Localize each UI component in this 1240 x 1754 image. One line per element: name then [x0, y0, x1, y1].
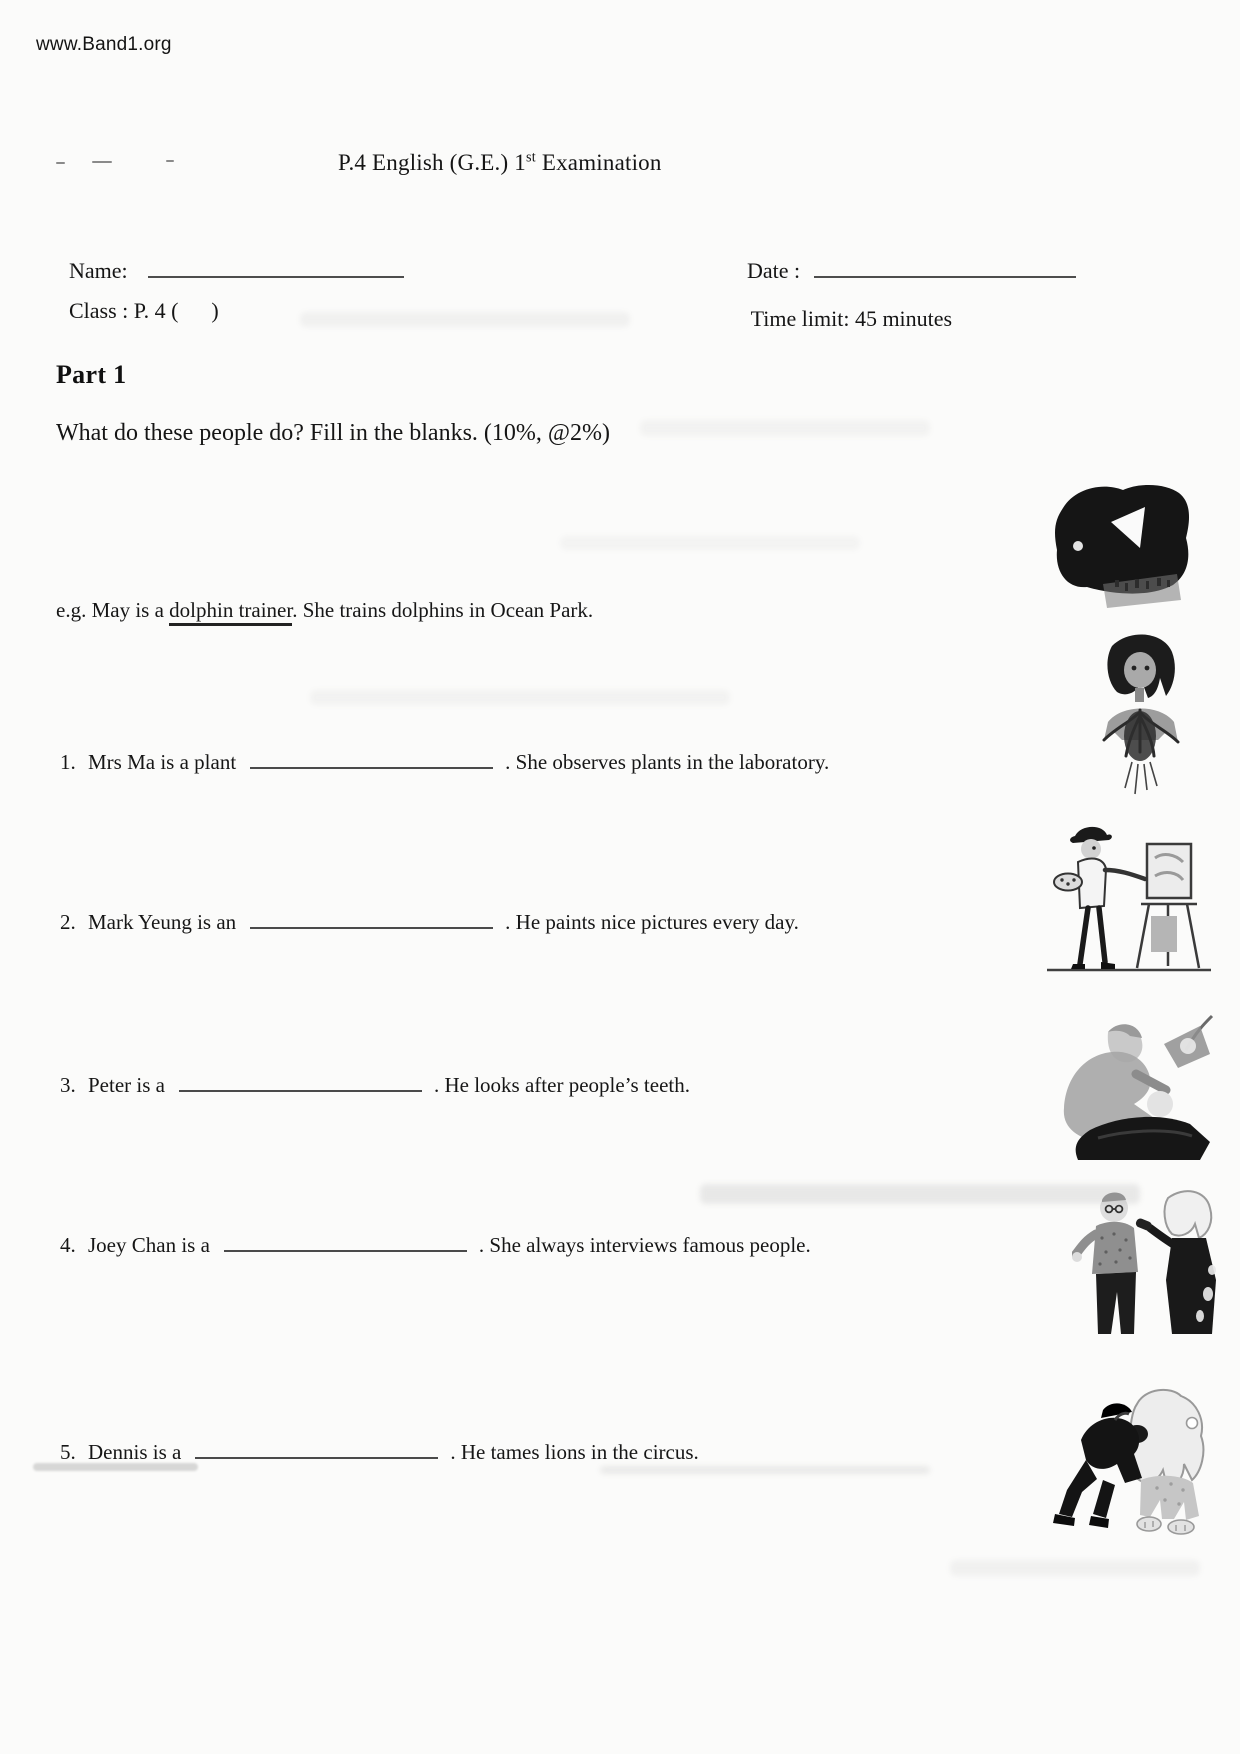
question-number: 3.	[60, 1073, 76, 1097]
scan-dash	[92, 161, 112, 163]
question-text-post: . He tames lions in the circus.	[450, 1440, 699, 1464]
exam-title-main: P.4 English (G.E.) 1	[338, 150, 526, 175]
lion-tamer-figure	[1045, 1386, 1215, 1538]
scan-dash	[166, 160, 174, 162]
class-row	[58, 272, 219, 324]
scan-smudge	[640, 420, 930, 436]
question-number: 4.	[60, 1233, 76, 1257]
question-text-pre: Mark Yeung is an	[88, 910, 237, 934]
scan-dash	[56, 162, 65, 164]
name-label: Name:	[69, 258, 128, 283]
date-label: Date :	[747, 258, 801, 283]
answer-blank-1[interactable]	[250, 745, 493, 769]
date-row	[736, 226, 1076, 284]
example-suffix: . She trains dolphins in Ocean Park.	[292, 598, 594, 622]
dentist-figure	[1038, 1008, 1216, 1184]
class-label: Class : P. 4 ( )	[69, 298, 219, 323]
artist-figure	[1045, 818, 1213, 980]
exam-title-rest: Examination	[535, 150, 662, 175]
date-blank[interactable]	[814, 252, 1076, 278]
answer-blank-2[interactable]	[250, 905, 493, 929]
time-limit-row	[740, 280, 952, 332]
question-text-pre: Mrs Ma is a plant	[88, 750, 237, 774]
question-row-4	[60, 1228, 811, 1258]
question-text-post: . She observes plants in the laboratory.	[505, 750, 830, 774]
example-answer-underlined: dolphin trainer	[169, 598, 292, 626]
question-text-post: . She always interviews famous people.	[478, 1233, 811, 1257]
question-row-2	[60, 905, 799, 935]
dolphin-trainer-photo	[1045, 480, 1197, 612]
question-number: 2.	[60, 910, 76, 934]
part1-heading: Part 1	[56, 360, 127, 389]
question-row-1	[60, 745, 829, 775]
scan-smudge	[33, 1463, 198, 1471]
scan-smudge	[700, 1184, 1140, 1204]
example-sentence	[56, 598, 593, 623]
scan-smudge	[560, 536, 860, 550]
question-row-5	[60, 1435, 699, 1465]
question-row-3	[60, 1068, 690, 1098]
example-prefix: e.g. May is a	[56, 598, 170, 622]
part1-instruction: What do these people do? Fill in the blanks. (10%, @2%)	[56, 420, 610, 446]
interviewer-figure	[1072, 1182, 1230, 1360]
question-text-pre: Dennis is a	[88, 1440, 182, 1464]
plant-scientist-figure	[1082, 634, 1202, 818]
scan-smudge	[310, 690, 730, 705]
question-text-pre: Peter is a	[88, 1073, 165, 1097]
question-text-post: . He looks after people’s teeth.	[433, 1073, 690, 1097]
time-limit-label: Time limit: 45 minutes	[750, 306, 953, 331]
scan-smudge	[300, 312, 630, 327]
question-text-pre: Joey Chan is a	[88, 1233, 210, 1257]
exam-title	[338, 150, 662, 176]
answer-blank-3[interactable]	[179, 1068, 422, 1092]
answer-blank-5[interactable]	[195, 1435, 438, 1459]
answer-blank-4[interactable]	[224, 1228, 467, 1252]
site-watermark: www.Band1.org	[36, 34, 172, 55]
question-text-post: . He paints nice pictures every day.	[505, 910, 799, 934]
question-number: 1.	[60, 750, 76, 774]
exam-title-ordinal: st	[526, 149, 536, 166]
question-number: 5.	[60, 1440, 76, 1464]
scan-smudge	[950, 1560, 1200, 1576]
scan-smudge	[600, 1466, 930, 1474]
